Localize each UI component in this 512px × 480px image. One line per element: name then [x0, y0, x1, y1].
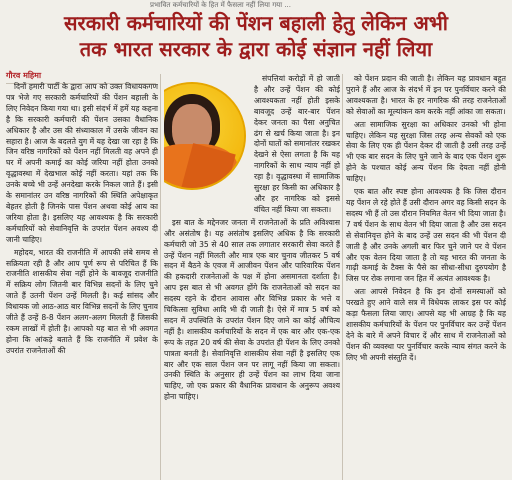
paragraph: अतः सामाजिक सुरक्षा का अधिकार उनको भी होना चाहिए। लेकिन यह सुरक्षा जिस तरह अन्य सेवकों को एक सेवा के लिए एक ही पेंशन देकर दी जाती है उसी तरह उन्हें भी एक बार सदन के लिए चुने जाने के बाद एक पेंशन शुरू होने के पश्चात कोई अन्य पेंशन कि देयता नहीं होनी चाहिए। — [346, 119, 506, 184]
headline-line-2: तक भारत सरकार के द्वारा कोई संज्ञान नहीं लिया — [79, 37, 433, 61]
article-column-1 — [6, 82, 158, 478]
paragraph: इस बात के मद्देनजर जनता में राजनेताओं के प्रति अविश्वास और असंतोष है। यह असंतोष इसलिए अधिक है कि सरकारी कर्मचारी जो 35 से 40 साल तक लगातार सरकारी सेवा करते हैं उन्हें पेंशन नहीं मिलती और मात्र एक बार चुनाव जीतकर 5 वर्ष सदन में बैठने के एवज में आजीवन पेंशन और पारिवारिक पेंशन की हकदारी राजनेताओं के पक्ष में होना असमानता दर्शाता है। आप इस बात से भी अवगत होंगे कि राजनेताओं को सदन का सदस्य रहने के दौरान आवास और विभिन्न प्रकार के भत्ते व चिकित्सा सुविधा आदि भी दी जाती है। ऐसे में मात्र 5 वर्ष को सदन में उपस्थिति के उपरांत पेंशन दिए जाने का कोई औचित्य नहीं है। शासकीय कर्मचारियों के सदन में एक बार और एक-एक रूप के तहत 20 वर्ष की सेवा के उपरांत ही पेंशन के लिए उनको पात्रता बनती है। सेवानिवृत्ति शासकीय सेवा नहीं है इसलिए एक बार और एक साल पेंशन जन पर लागू नहीं किया जा सकता। उनकी स्थिति के अनुसार ही उन्हें पेंशन का लाभ दिया जाना चाहिए, जो एक प्रकार की वैधानिक प्रावधान के अनुरूप अवश्य होना चाहिए। — [164, 217, 340, 402]
paragraph: एक बात और स्पष्ट होना आवश्यक है कि जिस दौरान यह पेंशन ले रहे होते हैं उसी दौरान अगर वह किसी सदन के सदस्य भी हैं तो उस दौरान नियमित वेतन भी दिया जाता है। 7 वर्ष पेंशन के साथ वेतन भी दिया जाता है और उस सदन से सेवानिवृत्त होने के बाद उन्हें उस सदन की भी पेंशन दी जाती है और उनके अगली बार फिर चुने जाने पर वे पेंशन और एक वेतन दिया जाता है तो यह भारत की जनता के गाढ़ी कमाई के टैक्स के पैसे का सीधा-सीधा दुरुपयोग है जिस पर रोक लगाना जन हित में अत्यंत आवश्यक है। — [346, 187, 506, 284]
column-divider — [160, 74, 161, 480]
author-byline: गौरव महिमा — [6, 70, 156, 84]
author-photo — [164, 74, 250, 212]
article-column-3 — [346, 74, 506, 480]
article-headline — [0, 10, 512, 62]
article-column-2 — [164, 74, 340, 480]
portrait-image — [164, 82, 246, 190]
top-strip: प्रभावित कर्मचारियों के हित में फैसला नहीं लिया गया ... — [150, 1, 291, 9]
paragraph: अतः आपसे निवेदन है कि इन दोनों समस्याओं को परखते हुए आने वाले सत्र में विधेयक लाकर इस पर कोई कड़ा फैसला लिया जाए। आपसे यह भी आग्रह है कि यह शासकीय कर्मचारियों के पेंशन पर पुनर्विचार कर उन्हें पेंशन देने के बारे में अपने विचार दें और साथ में राजनेताओं को पेंशन की व्यवस्था पर पुनर्विचार करके न्याय संगत करने के लिए भी अपनी संस्तुति दें। — [346, 287, 506, 362]
column-divider — [342, 74, 343, 480]
paragraph: को पेंशन प्रदान की जाती है। लेकिन यह प्रावधान बहुत पुराने हैं और आज के संदर्भ में इन पर पुनर्विचार करने की आवश्यकता है। भारत के हर नागरिक की तरह राजनेताओं को सेवाओं का मूल्यांकन कम करके नहीं आंका जा सकता। — [346, 74, 506, 116]
paragraph: संपत्तियां करोड़ों में हो जाती है और उन्हें पेंशन की कोई आवश्यकता नहीं होती इसके बावजूद उन्हें बार-बार पेंशन देकर जनता का पैसा अनुचित ढंग से खर्च किया जाता है। इन दोनों घातों को समानांतर रखकर देखने से ऐसा लगता है कि यह नागरिकों के साथ न्याय नहीं हो रहा है। वृद्धावस्था में सामाजिक सुरक्षा हर किसी का अधिकार है और हर नागरिक को इससे वंचित नहीं किया जा सकता। — [254, 74, 340, 214]
paragraph: दिनों हमारी पार्टी के द्वारा आप को उक्त विधायकगण पत्र भेजे गए सरकारी कर्मचारियों की पेंशन बहाली के लिए निवेदन किया गया था। इसी संदर्भ में हमें यह कहना है कि सरकारी कर्मचारी की पेंशन उसका वैधानिक अधिकार है और उस की संध्याकाल में उसके जीवन का सहारा है। आज के बदलते युग में यह देखा जा रहा है कि जिन वरिष्ठ नागरिकों को पेंशन नहीं मिलती वह अपने ही घर में अपनी कमाई का कोई जरिया नहीं होता उनको वृद्धावस्था में देखभाल कोई नहीं करता। यहां तक कि उनके बच्चे भी उन्हें अनदेखा करके निकल जाते हैं। इसी के समानांतर उन वरिष्ठ नागरिकों की स्थिति अपेक्षाकृत बेहतर होती है जिनके पास पेंशन अथवा कोई आय का जरिया होता है। इसलिए यह आवश्यक है कि सरकारी कर्मचारियों को सेवानिवृत्ति के उपरांत पेंशन अवश्य दी जानी चाहिए। — [6, 82, 158, 244]
headline-line-1: सरकारी कर्मचारियों की पेंशन बहाली हेतु लेकिन अभी — [64, 11, 448, 35]
paragraph: महोदय, भारत की राजनीति में आपकी लंबे समय से सक्रियता रही है और आप पूर्ण रूप से परिचित हैं कि राजनीति शासकीय सेवा नहीं होने के बावजूद राजनीति में सक्रिय लोग जितनी बार विभिन्न सदनों के लिए चुने जाते हैं उतनी पेंशन उन्हें मिलती है। कई सांसद और विधायक जो आठ-आठ बार विभिन्न सदनों के लिए चुनाव जीते हैं उन्हें 8-8 पेंशन अलग-अलग मिलती हैं जिसकी रकम लाखों में होती है। आपको यह बात से भी अवगत होना कि आंकड़े बताते हैं कि राजनीति में प्रवेश के उपरांत राजनेताओं की — [6, 247, 158, 355]
